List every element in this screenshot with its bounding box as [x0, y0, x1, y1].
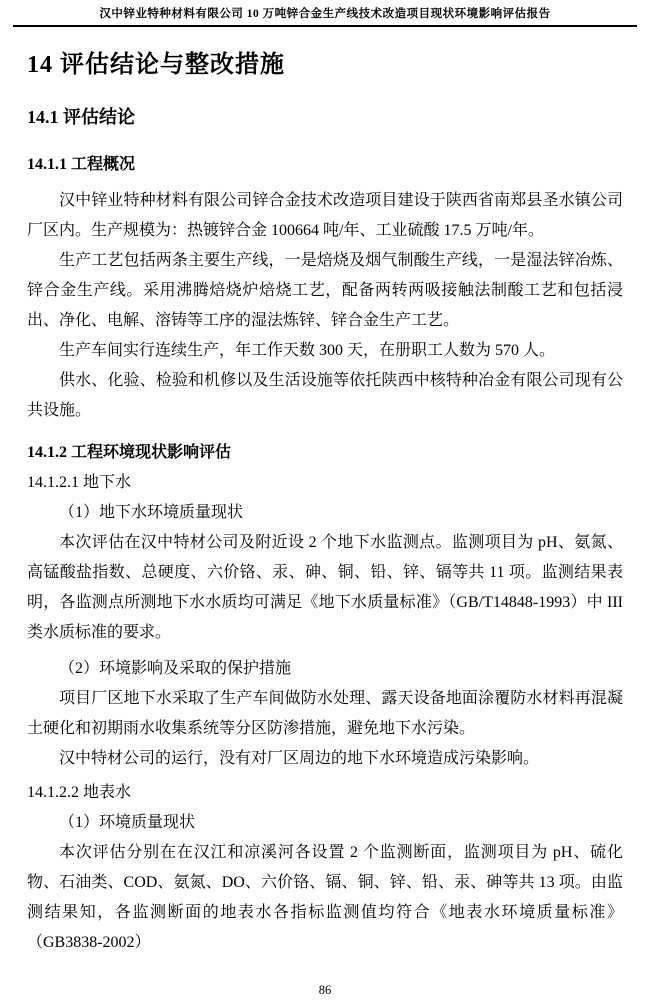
paragraph-groundwater-protection: 项目厂区地下水采取了生产车间做防水处理、露天设备地面涂覆防水材料再混凝土硬化和初期雨水收集系统等分区防渗措施，避免地下水污染。 [27, 690, 623, 737]
sub4-title-groundwater: 14.1.2.1 地下水 [27, 474, 132, 491]
paragraph-production-lines: 生产工艺包括两条主要生产线，一是焙烧及烟气制酸生产线，一是湿法锌冶炼、锌合金生产线。采用沸腾焙烧炉焙烧工艺，配备两转两吸接触法制酸工艺和包括浸出、净化、电解、溶铸等工序的湿法炼锌、锌合金生产工艺。 [27, 252, 623, 329]
paragraph-public-facilities: 供水、化验、检验和机修以及生活设施等依托陕西中核特种冶金有限公司现有公共设施。 [27, 372, 623, 419]
paragraph-surface-water-monitoring: 本次评估分别在在汉江和凉溪河各设置 2 个监测断面，监测项目为 pH、硫化物、石油类、COD、氨氮、DO、六价铬、镉、铜、锌、铅、汞、砷等共 13 项。由监测结果知，各监测断面的地表水各指标监测值均符合《地表水环境质量标准》（GB3838-2002） [27, 844, 623, 951]
paragraph-groundwater-conclusion: 汉中特材公司的运行，没有对厂区周边的地下水环境造成污染影响。 [59, 750, 540, 767]
paragraph-project-location: 汉中锌业特种材料有限公司锌合金技术改造项目建设于陕西省南郑县圣水镇公司厂区内。生产规模为：热镀锌合金 100664 吨/年、工业硫酸 17.5 万吨/年。 [27, 192, 623, 239]
running-header: 汉中锌业特种材料有限公司 10 万吨锌合金生产线技术改造项目现状环境影响评估报告 [13, 5, 637, 27]
chapter-title: 14 评估结论与整改措施 [27, 52, 285, 78]
section-title-14-1: 14.1 评估结论 [27, 107, 135, 127]
page-number: 86 [318, 983, 332, 997]
subsection-title-14-1-1: 14.1.1 工程概况 [27, 156, 136, 173]
surface-water-quality-heading: （1）环境质量现状 [59, 814, 196, 831]
paragraph-groundwater-monitoring: 本次评估在汉中特材公司及附近设 2 个地下水监测点。监测项目为 pH、氨氮、高锰酸盐指数、总硬度、六价铬、汞、砷、铜、铅、锌、镉等共 11 项。监测结果表明，各监测点所测地下水水质均可满足《地下水质量标准》（GB/T14848-1993）中 III 类水质标准的要求。 [27, 534, 623, 641]
paragraph-working-days: 生产车间实行连续生产，年工作天数 300 天，在册职工人数为 570 人。 [59, 342, 556, 359]
groundwater-protection-heading: （2）环境影响及采取的保护措施 [59, 660, 292, 677]
groundwater-quality-heading: （1）地下水环境质量现状 [59, 504, 244, 521]
sub4-title-surface-water: 14.1.2.2 地表水 [27, 784, 132, 801]
subsection-title-14-1-2: 14.1.2 工程环境现状影响评估 [27, 444, 232, 461]
